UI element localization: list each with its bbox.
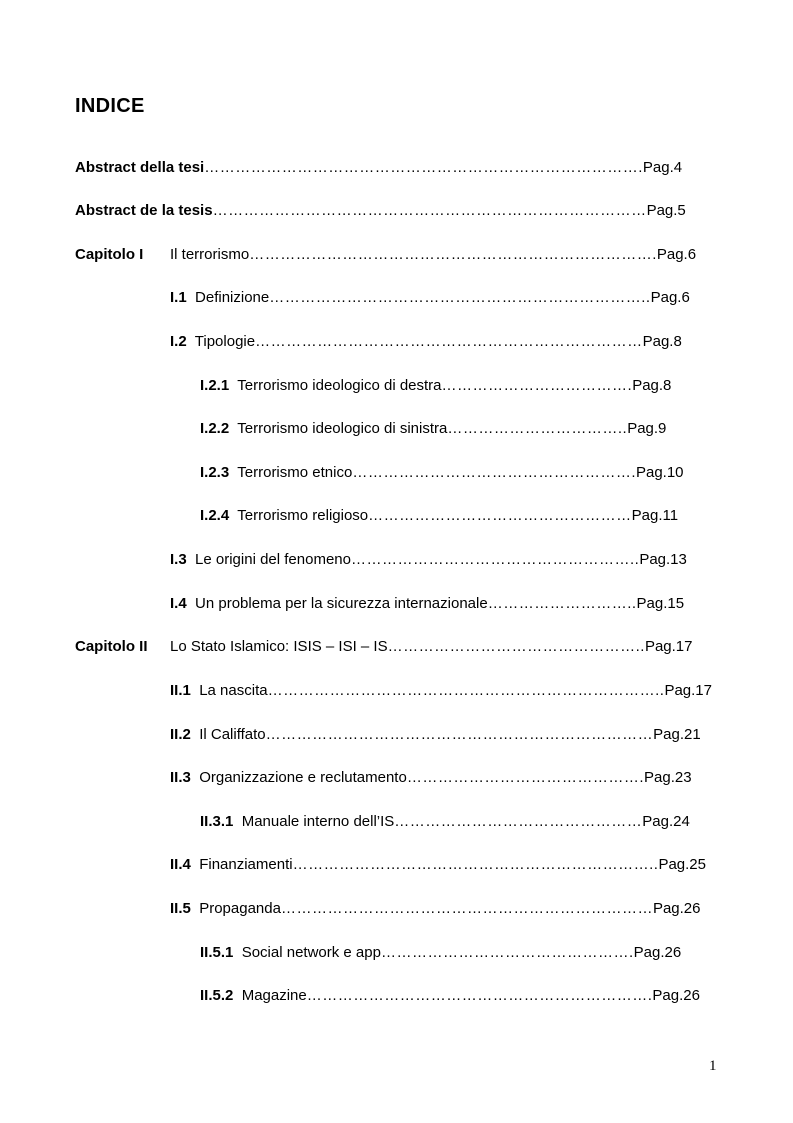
toc-page-ref: Pag.26 — [652, 987, 700, 1004]
toc-leader-dots: …………………………………………………………….. — [292, 856, 659, 873]
toc-leader-dots: ……………………………………………………………… — [280, 900, 653, 917]
section-number: I.3 — [170, 551, 187, 568]
toc-entry-i-2-2[interactable] — [200, 418, 666, 440]
toc-page-ref: Pag.26 — [633, 944, 682, 961]
toc-entry-title: Le origini del fenomeno — [195, 551, 351, 568]
section-number: I.2.2 — [200, 420, 230, 437]
section-number: II.5.2 — [200, 987, 234, 1004]
page-number: 1 — [709, 1058, 717, 1074]
toc-leader-dots: ………………………………………………………………….. — [267, 682, 665, 699]
toc-entry-title: Abstract de la tesis — [75, 202, 213, 219]
toc-page-ref: Pag.11 — [631, 507, 679, 524]
toc-entry-ii-3-1[interactable] — [200, 811, 690, 833]
toc-entry-abstract-it[interactable] — [75, 157, 682, 179]
section-number: II.3.1 — [200, 813, 234, 830]
toc-leader-dots: …………………………………………. — [380, 944, 634, 961]
toc-entry-title: Terrorismo ideologico di destra — [237, 377, 442, 394]
toc-entry-i-2-3[interactable] — [200, 462, 684, 484]
toc-leader-dots: ………………………………………………………………… — [255, 333, 643, 350]
toc-entry-title: Terrorismo ideologico di sinistra — [237, 420, 448, 437]
toc-entry-i-2[interactable] — [170, 331, 682, 353]
toc-entry-title: Organizzazione e reclutamento — [199, 769, 407, 786]
section-number: II.5 — [170, 900, 191, 917]
toc-leader-dots: ……………………………………………………………………. — [249, 246, 657, 263]
toc-entry-i-2-1[interactable] — [200, 375, 671, 397]
toc-entry-chapter-2[interactable] — [170, 636, 693, 658]
section-number: I.2.1 — [200, 377, 230, 394]
toc-entry-ii-2[interactable] — [170, 724, 701, 746]
toc-leader-dots: …………………………………………………………………………. — [204, 159, 643, 176]
toc-page-ref: Pag.13 — [639, 551, 687, 568]
toc-page-ref: Pag.17 — [664, 682, 712, 699]
toc-page-ref: Pag.25 — [658, 856, 706, 873]
toc-page-ref: Pag.6 — [656, 246, 697, 263]
toc-entry-title: Manuale interno dell’IS — [241, 813, 395, 830]
toc-entry-title: Un problema per la sicurezza internazionale — [195, 595, 488, 612]
toc-page-ref: Pag.10 — [635, 464, 684, 481]
section-number: II.1 — [170, 682, 191, 699]
toc-entry-i-1[interactable] — [170, 287, 690, 309]
toc-entry-title: Definizione — [195, 289, 270, 306]
toc-entry-title: Terrorismo etnico — [237, 464, 353, 481]
toc-entry-title: Social network e app — [241, 944, 381, 961]
section-number: I.4 — [170, 595, 187, 612]
toc-page-ref: Pag.26 — [652, 900, 701, 917]
toc-entry-title: Lo Stato Islamico: ISIS – ISI – IS — [170, 638, 388, 655]
section-number: II.2 — [170, 726, 191, 743]
toc-leader-dots: ………………………………………………. — [352, 464, 636, 481]
toc-page-ref: Pag.9 — [627, 420, 667, 437]
toc-entry-title: Il terrorismo — [170, 246, 250, 263]
page-title: INDICE — [75, 95, 145, 117]
section-number: I.1 — [170, 289, 187, 306]
toc-entry-ii-5-1[interactable] — [200, 942, 681, 964]
toc-page-ref: Pag.17 — [644, 638, 693, 655]
toc-page-ref: Pag.24 — [642, 813, 690, 830]
toc-leader-dots: …………………………………………………………. — [306, 987, 653, 1004]
toc-entry-title: Terrorismo religioso — [237, 507, 369, 524]
toc-leader-dots: ……………………….. — [487, 595, 637, 612]
toc-leader-dots: ………………………………. — [441, 377, 633, 394]
toc-entry-abstract-es[interactable] — [75, 200, 686, 222]
toc-leader-dots: ………………………………………. — [406, 769, 644, 786]
section-number: I.2.4 — [200, 507, 230, 524]
toc-entry-ii-5-2[interactable] — [200, 985, 700, 1007]
toc-entry-ii-3[interactable] — [170, 767, 692, 789]
toc-entry-i-4[interactable] — [170, 593, 684, 615]
toc-page-ref: Pag.4 — [642, 159, 683, 176]
toc-entry-ii-5[interactable] — [170, 898, 701, 920]
toc-page-ref: Pag.8 — [632, 377, 672, 394]
section-number: II.5.1 — [200, 944, 234, 961]
toc-entry-title: Propaganda — [199, 900, 281, 917]
toc-entry-title: Il Califfato — [199, 726, 266, 743]
toc-leader-dots: ………………………………………………………………… — [265, 726, 654, 743]
toc-leader-dots: ……………………………………………….. — [350, 551, 640, 568]
toc-entry-title: Abstract della tesi — [75, 159, 205, 176]
toc-entry-title: Magazine — [241, 987, 307, 1004]
toc-leader-dots: ……………………………………………………………….. — [269, 289, 651, 306]
toc-page-ref: Pag.6 — [650, 289, 690, 306]
toc-entry-chapter-1[interactable] — [170, 244, 696, 266]
toc-entry-i-2-4[interactable] — [200, 505, 678, 527]
toc-entry-title: Tipologie — [194, 333, 256, 350]
toc-leader-dots: …………………………….. — [447, 420, 628, 437]
section-number: I.2 — [170, 333, 187, 350]
toc-entry-ii-4[interactable] — [170, 854, 706, 876]
toc-leader-dots: ………………………………………………………………………… — [212, 202, 647, 219]
section-number: I.2.3 — [200, 464, 230, 481]
toc-page-ref: Pag.5 — [646, 202, 686, 219]
chapter-label: Capitolo I — [75, 246, 144, 263]
toc-entry-title: La nascita — [199, 682, 268, 699]
section-number: II.3 — [170, 769, 191, 786]
toc-page-ref: Pag.23 — [644, 769, 692, 786]
section-number: II.4 — [170, 856, 191, 873]
toc-entry-ii-1[interactable] — [170, 680, 712, 702]
toc-leader-dots: ………………………………………….. — [387, 638, 645, 655]
toc-entry-title: Finanziamenti — [199, 856, 293, 873]
toc-leader-dots: ………………………………………… — [394, 813, 643, 830]
toc-page-ref: Pag.21 — [653, 726, 701, 743]
chapter-label: Capitolo II — [75, 638, 148, 655]
toc-page-ref: Pag.15 — [636, 595, 685, 612]
toc-leader-dots: …………………………………………… — [368, 507, 632, 524]
toc-entry-i-3[interactable] — [170, 549, 687, 571]
toc-page-ref: Pag.8 — [642, 333, 682, 350]
